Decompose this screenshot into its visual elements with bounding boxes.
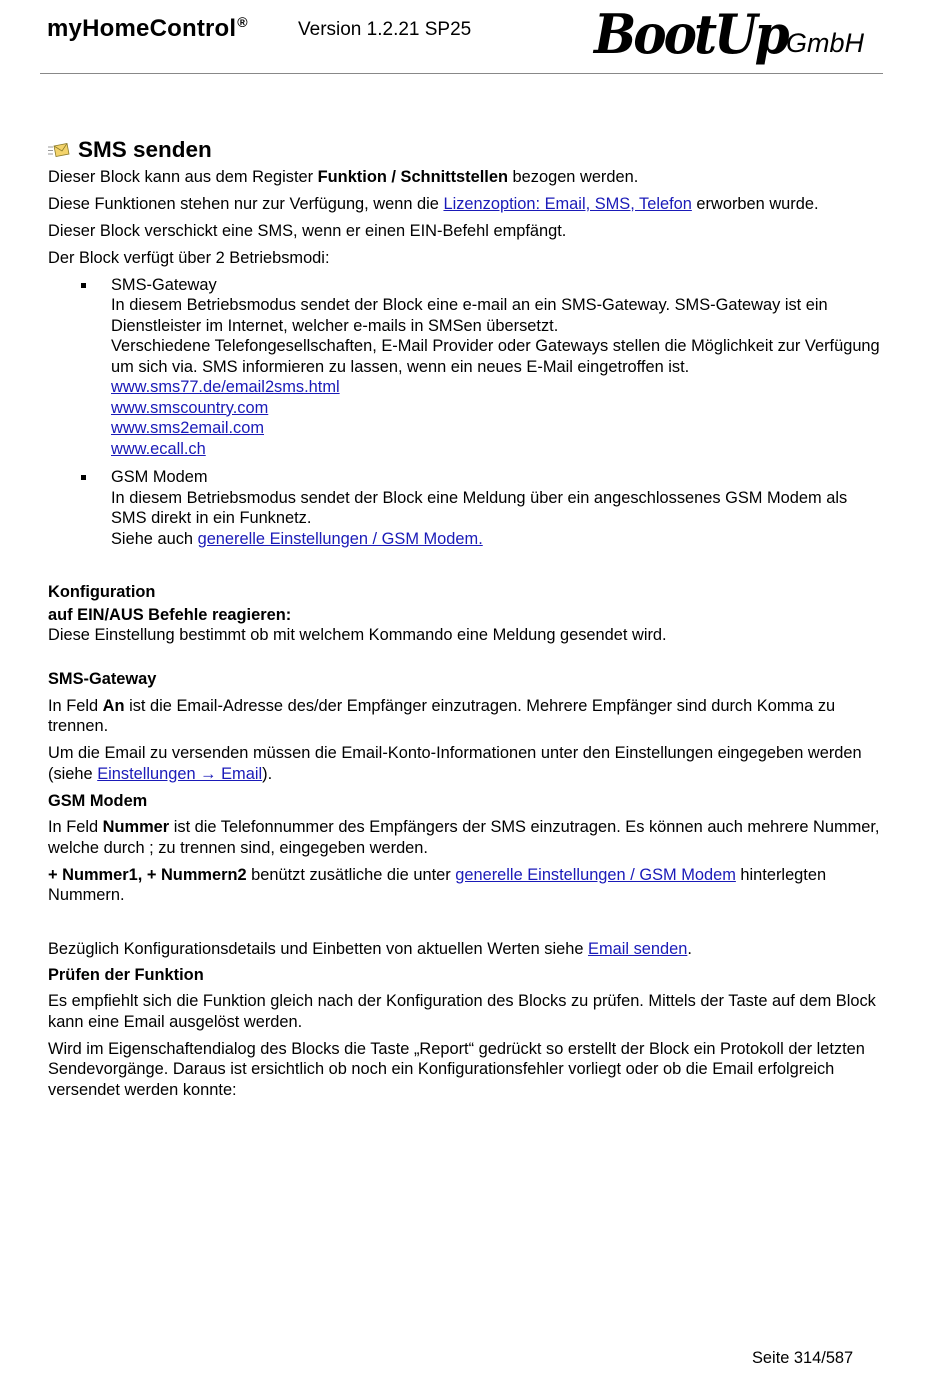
- gsm-modem-settings-link[interactable]: generelle Einstellungen / GSM Modem: [455, 865, 736, 884]
- text: ist die Telefonnummer des Empfängers der SMS einzutragen. Es können auch mehrere Nummer, welche durch ; zu trennen sind, eingegeben werden.: [48, 818, 880, 857]
- intro-text: Dieser Block kann aus dem Register: [48, 167, 318, 186]
- modes-list: [48, 275, 880, 550]
- register-name: Funktion / Schnittstellen: [317, 167, 508, 186]
- text: hinterlegten Nummern.: [48, 865, 827, 904]
- text: Um die Email zu versenden müssen die Email-Konto-Informationen unter den Einstellungen eingegeben werden (siehe: [48, 744, 862, 783]
- spacer: [48, 557, 880, 582]
- gateway-link-sms77[interactable]: www.sms77.de/email2sms.html: [111, 378, 340, 396]
- details-paragraph: [48, 939, 880, 960]
- spacer: [48, 912, 880, 939]
- main-content: [48, 137, 880, 1107]
- text: benützt zusätliche die unter: [246, 865, 456, 884]
- gsm-see-also: [111, 529, 880, 550]
- email-senden-link[interactable]: Email senden: [588, 940, 688, 958]
- gateway-config-p1: [48, 696, 880, 737]
- intro-suffix: bezogen werden.: [507, 167, 639, 186]
- gateway-link-sms2email[interactable]: www.sms2email.com: [111, 419, 265, 437]
- gsm-settings-link[interactable]: generelle Einstellungen / GSM Modem.: [197, 529, 483, 548]
- test-p1: Es empfiehlt sich die Funktion gleich nach der Konfiguration des Blocks zu prüfen. Mittels der Taste auf dem Block kann eine Email ausgelöst werden.: [48, 992, 876, 1031]
- page-title: SMS senden: [78, 137, 212, 162]
- logo-wordmark: BootUp: [594, 2, 787, 66]
- text: ).: [262, 764, 273, 783]
- gateway-link-ecall[interactable]: www.ecall.ch: [111, 439, 206, 458]
- text: .: [687, 940, 692, 958]
- logo-suffix: GmbH: [786, 28, 865, 58]
- version-label: Version 1.2.21 SP25: [298, 19, 472, 40]
- onoff-text: Diese Einstellung bestimmt ob mit welchem Kommando eine Meldung gesendet wird.: [48, 626, 667, 644]
- text: In Feld: [48, 818, 103, 836]
- registered-mark: ®: [237, 14, 248, 30]
- license-paragraph: [48, 194, 880, 215]
- list-item: [48, 275, 880, 460]
- gateway-config-heading: SMS-Gateway: [48, 670, 157, 688]
- field-name-an: An: [102, 696, 125, 715]
- license-suffix: erworben wurde.: [691, 194, 819, 213]
- email-settings-link[interactable]: Einstellungen → Email: [97, 764, 263, 783]
- onoff-heading: auf EIN/AUS Befehle reagieren:: [48, 605, 292, 624]
- mode-name-gateway: SMS-Gateway: [111, 275, 217, 294]
- page-number: Seite 314/587: [752, 1349, 854, 1367]
- gateway-config-p2: [48, 743, 880, 784]
- text: ist die Email-Adresse des/der Empfänger einzutragen. Mehrere Empfänger sind durch Komma zu trennen.: [48, 696, 836, 735]
- test-p2: Wird im Eigenschaftendialog des Blocks die Taste „Report“ gedrückt so erstellt der Block ein Protokoll der letzten Sendevorgänge. Daraus ist ersichtlich ob noch ein Konfigurationsfehler vorliegt oder ob die Email erfolgreich versendet werden konnte:: [48, 1039, 865, 1099]
- gsm-description: In diesem Betriebsmodus sendet der Block eine Meldung über ein angeschlossenes GSM Modem als SMS direkt in ein Funknetz.: [111, 488, 848, 527]
- gsm-config-p2: [48, 865, 880, 906]
- license-link[interactable]: Lizenzoption: Email, SMS, Telefon: [443, 194, 692, 213]
- config-heading: Konfiguration: [48, 583, 156, 601]
- envelope-icon: [48, 143, 70, 158]
- gsm-config-heading: GSM Modem: [48, 791, 148, 810]
- gateway-providers: Verschiedene Telefongesellschaften, E-Mail Provider oder Gateways stellen die Möglichkeit zur Verfügung um sich via. SMS informieren zu lassen, wenn ein neues E-Mail eingetroffen ist.: [111, 337, 880, 376]
- company-logo: [592, 2, 877, 66]
- gateway-description: In diesem Betriebsmodus sendet der Block eine e-mail an ein SMS-Gateway. SMS-Gateway ist ein Dienstleister im Internet, welcher e-mails in SMSen übersetzt.: [111, 296, 828, 335]
- header-divider: [40, 73, 883, 74]
- modes-intro: Der Block verfügt über 2 Betriebsmodi:: [48, 248, 330, 267]
- product-name: [47, 14, 248, 43]
- list-item: [48, 467, 880, 549]
- text: In Feld: [48, 696, 103, 715]
- text: Bezüglich Konfigurationsdetails und Einbetten von aktuellen Werten siehe: [48, 940, 589, 958]
- intro-paragraph: [48, 167, 880, 188]
- gsm-config-p1: [48, 817, 880, 858]
- license-text: Diese Funktionen stehen nur zur Verfügung, wenn die: [48, 194, 444, 213]
- test-heading: Prüfen der Funktion: [48, 965, 204, 984]
- spacer: [48, 652, 880, 669]
- field-name-nummer: Nummer: [102, 818, 170, 836]
- number-fields: + Nummer1, + Nummern2: [48, 865, 247, 884]
- sends-paragraph: Dieser Block verschickt eine SMS, wenn er einen EIN-Befehl empfängt.: [48, 221, 567, 240]
- product-name-text: myHomeControl: [47, 15, 237, 42]
- section-heading: [48, 137, 880, 162]
- gateway-link-smscountry[interactable]: www.smscountry.com: [111, 398, 269, 417]
- see-also-text: Siehe auch: [111, 529, 198, 548]
- mode-name-gsm: GSM Modem: [111, 468, 208, 486]
